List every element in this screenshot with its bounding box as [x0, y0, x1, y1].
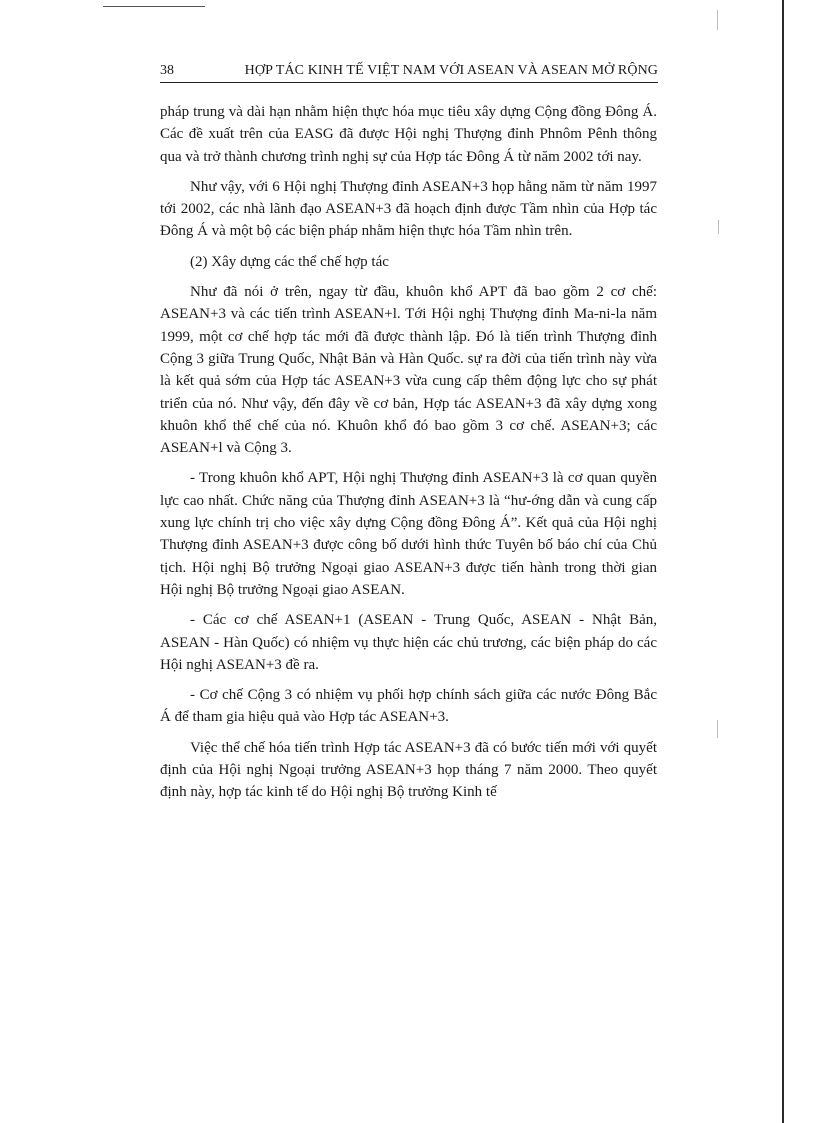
scan-speck — [717, 10, 718, 30]
page-number: 38 — [160, 63, 174, 78]
paragraph: Như vậy, với 6 Hội nghị Thượng đỉnh ASEAN+3 họp hằng năm từ năm 1997 tới 2002, các nhà lãnh đạo ASEAN+3 đã hoạch định được Tầm nhìn của Hợp tác Đông Á và một bộ các biện pháp nhằm hiện thực hóa Tầm nhìn trên. — [160, 178, 657, 240]
scan-speck — [717, 720, 718, 738]
paragraph: Việc thể chế hóa tiến trình Hợp tác ASEAN+3 đã có bước tiến mới với quyết định của Hội nghị Ngoại trưởng ASEAN+3 họp tháng 7 năm 2000. Theo quyết định này, hợp tác kinh tế do Hội nghị Bộ trưởng Kinh tế — [160, 739, 657, 801]
running-header — [160, 60, 658, 83]
paragraph: - Cơ chế Cộng 3 có nhiệm vụ phối hợp chính sách giữa các nước Đông Bắc Á để tham gia hiệu quả vào Hợp tác ASEAN+3. — [160, 687, 657, 726]
running-title: HỢP TÁC KINH TẾ VIỆT NAM VỚI ASEAN VÀ ASEAN MỞ RỘNG — [244, 63, 658, 78]
paragraph: Như đã nói ở trên, ngay từ đầu, khuôn khổ APT đã bao gồm 2 cơ chế: ASEAN+3 và các tiến trình ASEAN+l. Tới Hội nghị Thượng đỉnh Ma-ni-la năm 1999, một cơ chế hợp tác mới đã được thành lập. Đó là tiến trình Thượng đỉnh Cộng 3 giữa Trung Quốc, Nhật Bản và Hàn Quốc. sự ra đời của tiến trình này vừa là kết quả sớm của Hợp tác ASEAN+3 vừa cung cấp thêm động lực cho sự phát triển của nó. Như vậy, đến đây về cơ bản, Hợp tác ASEAN+3 đã xây dựng xong khuôn khổ thể chế của nó. Khuôn khổ đó bao gồm 3 cơ chế. ASEAN+3; các ASEAN+l và Cộng 3. — [160, 284, 657, 457]
paragraph: - Các cơ chế ASEAN+1 (ASEAN - Trung Quốc, ASEAN - Nhật Bản, ASEAN - Hàn Quốc) có nhiệm vụ thực hiện các chủ trương, các biện pháp do các Hội nghị ASEAN+3 đề ra. — [160, 612, 657, 673]
section-heading: (2) Xây dựng các thể chế hợp tác — [190, 253, 389, 270]
paragraph: - Trong khuôn khổ APT, Hội nghị Thượng đỉnh ASEAN+3 là cơ quan quyền lực cao nhất. Chức năng của Thượng đỉnh ASEAN+3 là “hư-ớng dẫn và cung cấp xung lực chính trị cho việc xây dựng Cộng đồng Đông Á”. Kết quả của Hội nghị Thượng đỉnh ASEAN+3 được công bố dưới hình thức Tuyên bố báo chí của Chủ tịch. Hội nghị Bộ trưởng Ngoại giao ASEAN+3 được tiến hành trong thời gian Hội nghị Bộ trưởng Ngoại giao ASEAN. — [160, 470, 657, 598]
body-text — [160, 101, 657, 812]
page-edge-rule — [782, 0, 784, 1123]
scan-speck — [718, 220, 719, 234]
scan-edge-line — [103, 6, 205, 7]
paragraph: pháp trung và dài hạn nhằm hiện thực hóa mục tiêu xây dựng Cộng đồng Đông Á. Các đề xuất trên của EASG đã được Hội nghị Thượng đỉnh Phnôm Pênh thông qua và trở thành chương trình nghị sự của Hợp tác Đông Á từ năm 2002 tới nay. — [160, 104, 657, 165]
